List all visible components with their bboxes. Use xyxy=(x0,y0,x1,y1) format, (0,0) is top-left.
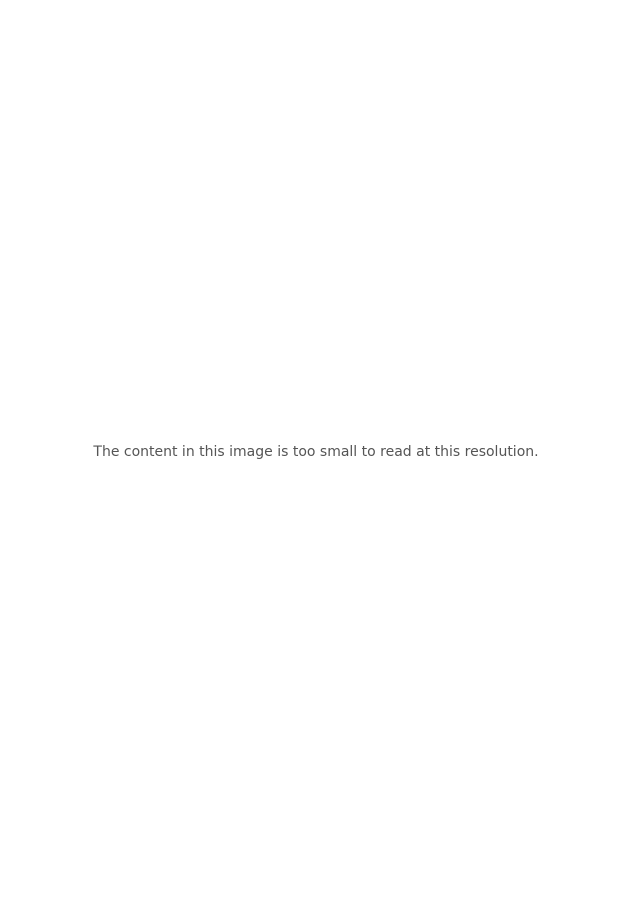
placeholder: The content in this image is too small to read at this resolution. xyxy=(93,444,539,460)
